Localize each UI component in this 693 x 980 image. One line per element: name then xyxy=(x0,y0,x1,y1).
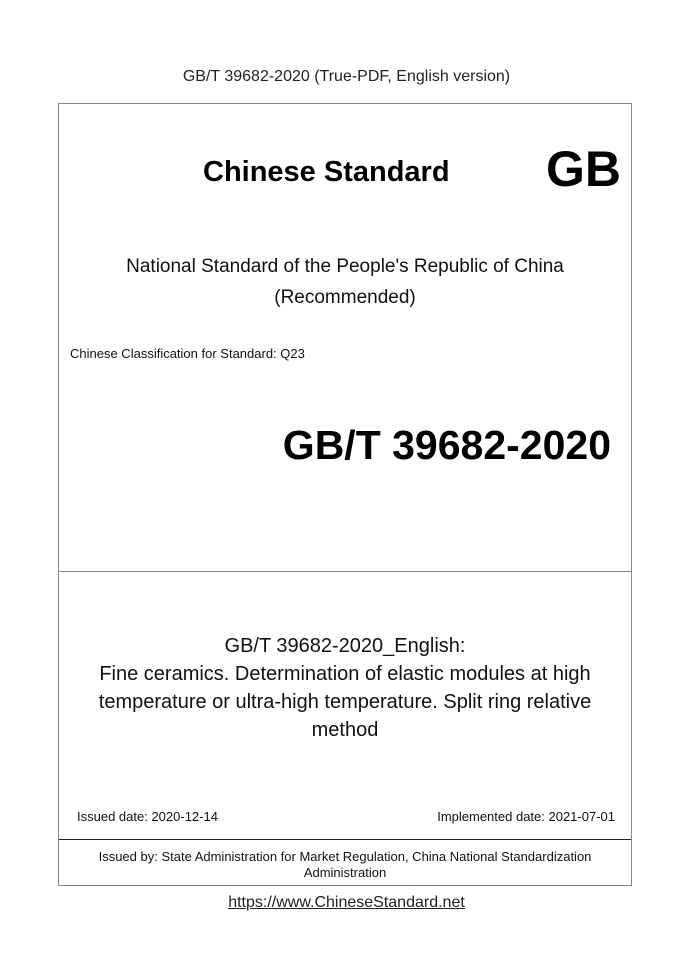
gb-mark: GB xyxy=(546,141,621,197)
cover-frame xyxy=(58,103,632,886)
issued-date: Issued date: 2020-12-14 xyxy=(77,809,218,824)
cover-middle-section xyxy=(59,571,631,839)
national-standard-line: National Standard of the People's Republic of China xyxy=(126,256,564,277)
english-title-line-2: Fine ceramics. Determination of elastic modules at high xyxy=(99,663,591,685)
implemented-date: Implemented date: 2021-07-01 xyxy=(437,809,615,824)
standard-number: GB/T 39682-2020 xyxy=(282,422,611,468)
website-link[interactable]: https://www.ChineseStandard.net xyxy=(228,894,465,911)
issued-by-section xyxy=(59,839,631,886)
cover-title: Chinese Standard xyxy=(203,156,450,188)
issued-by xyxy=(65,849,625,881)
issued-by-line-2: Administration xyxy=(303,865,387,880)
english-title xyxy=(69,632,621,744)
english-title-line-3: temperature or ultra-high temperature. Split ring relative xyxy=(98,691,592,713)
classification-line: Chinese Classification for Standard: Q23 xyxy=(70,346,305,361)
issued-by-line-1: Issued by: State Administration for Market Regulation, China National Standardization xyxy=(98,849,592,864)
cover-top-section xyxy=(59,104,631,572)
english-title-line-1: GB/T 39682-2020_English: xyxy=(224,635,466,657)
document-header: GB/T 39682-2020 (True-PDF, English version) xyxy=(182,68,511,85)
recommended-line: (Recommended) xyxy=(274,287,416,308)
english-title-line-4: method xyxy=(311,719,379,741)
